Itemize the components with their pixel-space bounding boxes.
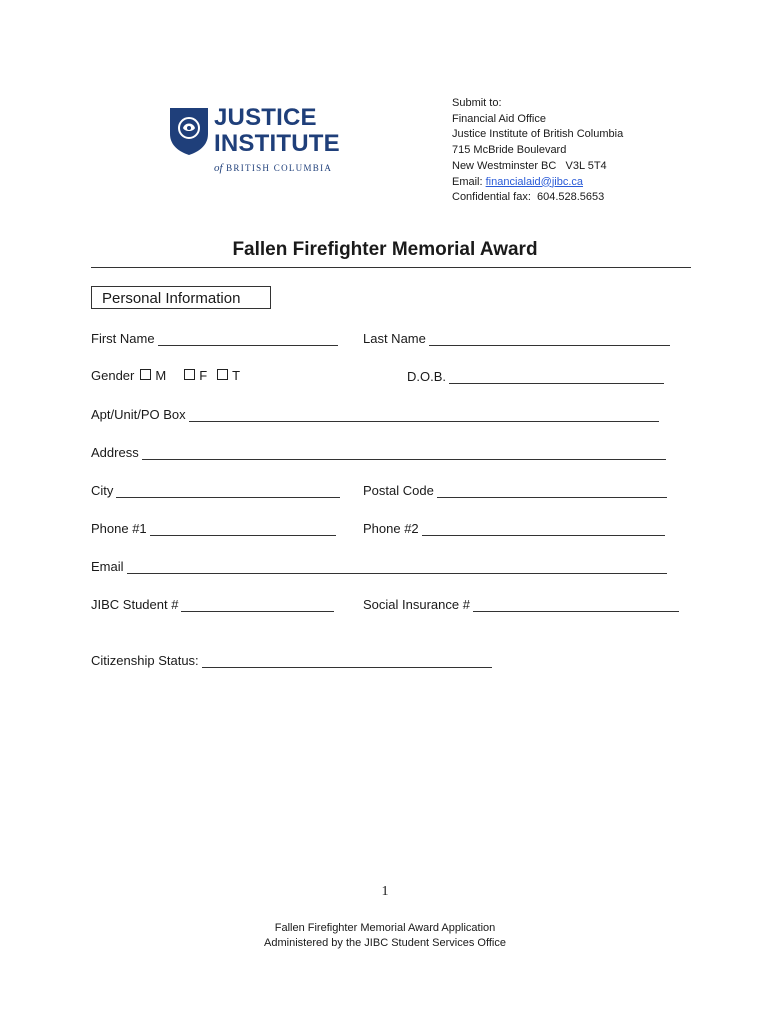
- sin-field: [363, 597, 679, 612]
- gender-f-label: F: [199, 368, 208, 383]
- section-personal-information: Personal Information: [91, 286, 271, 309]
- address-label: Address: [91, 445, 139, 460]
- submit-street: 715 McBride Boulevard: [452, 144, 567, 157]
- sin-label: Social Insurance #: [363, 597, 470, 612]
- citizenship-input[interactable]: [202, 655, 492, 668]
- dob-label: D.O.B.: [407, 369, 447, 384]
- gender-f-checkbox[interactable]: [184, 369, 195, 380]
- email-label: Email: [91, 559, 124, 574]
- city-input[interactable]: [116, 485, 340, 498]
- last-name-field: [363, 331, 670, 346]
- submit-heading: Submit to:: [452, 97, 502, 109]
- submit-institution: Justice Institute of British Columbia: [452, 128, 624, 141]
- city-field: [91, 483, 340, 498]
- phone1-field: [91, 521, 336, 536]
- postal-code-label: Postal Code: [363, 483, 434, 498]
- footer-line-2: Administered by the JIBC Student Services Office: [264, 937, 506, 949]
- logo-line-justice: JUSTICE: [214, 104, 317, 131]
- address-field: [91, 445, 666, 460]
- apt-input[interactable]: [189, 409, 659, 422]
- first-name-input[interactable]: [158, 333, 338, 346]
- apt-field: [91, 407, 659, 422]
- first-name-field: [91, 331, 338, 346]
- apt-label: Apt/Unit/PO Box: [91, 407, 186, 422]
- form-title: Fallen Firefighter Memorial Award: [232, 239, 538, 260]
- student-number-field: [91, 597, 334, 612]
- title-divider: [91, 267, 691, 268]
- citizenship-field: [91, 653, 492, 668]
- phone2-label: Phone #2: [363, 521, 419, 536]
- city-label: City: [91, 483, 114, 498]
- dob-field: [407, 369, 664, 384]
- gender-t-checkbox[interactable]: [217, 369, 228, 380]
- email-link[interactable]: financialaid@jibc.ca: [485, 175, 584, 188]
- gender-label: Gender: [91, 368, 135, 383]
- phone2-input[interactable]: [422, 523, 665, 536]
- submit-email-row: Email: financialaid@jibc.ca: [452, 175, 584, 188]
- student-number-input[interactable]: [181, 599, 334, 612]
- submit-fax: Confidential fax: 604.528.5653: [452, 191, 605, 204]
- gender-field: [91, 368, 240, 383]
- phone2-field: [363, 521, 665, 536]
- logo-line-bc: of BRITISH COLUMBIA: [214, 162, 333, 174]
- page-number: 1: [381, 884, 389, 899]
- gender-t-label: T: [232, 368, 241, 383]
- last-name-input[interactable]: [429, 333, 670, 346]
- shield-emblem-icon: [168, 106, 210, 156]
- postal-code-field: [363, 483, 667, 498]
- citizenship-label: Citizenship Status:: [91, 653, 199, 668]
- postal-code-input[interactable]: [437, 485, 667, 498]
- first-name-label: First Name: [91, 331, 155, 346]
- submit-to-block: [452, 96, 623, 206]
- phone1-input[interactable]: [150, 523, 336, 536]
- email-input[interactable]: [127, 561, 667, 574]
- logo-line-institute: INSTITUTE: [214, 130, 340, 157]
- submit-office: Financial Aid Office: [452, 112, 546, 125]
- gender-m-label: M: [155, 368, 167, 383]
- email-field: [91, 559, 667, 574]
- address-input[interactable]: [142, 447, 666, 460]
- submit-city: New Westminster BC V3L 5T4: [452, 159, 607, 172]
- last-name-label: Last Name: [363, 331, 426, 346]
- gender-m-checkbox[interactable]: [140, 369, 151, 380]
- student-number-label: JIBC Student #: [91, 597, 179, 612]
- sin-input[interactable]: [473, 599, 679, 612]
- dob-input[interactable]: [449, 371, 664, 384]
- footer-line-1: Fallen Firefighter Memorial Award Application: [274, 922, 496, 934]
- jibc-logo: [168, 104, 353, 174]
- phone1-label: Phone #1: [91, 521, 147, 536]
- footer: [0, 921, 770, 951]
